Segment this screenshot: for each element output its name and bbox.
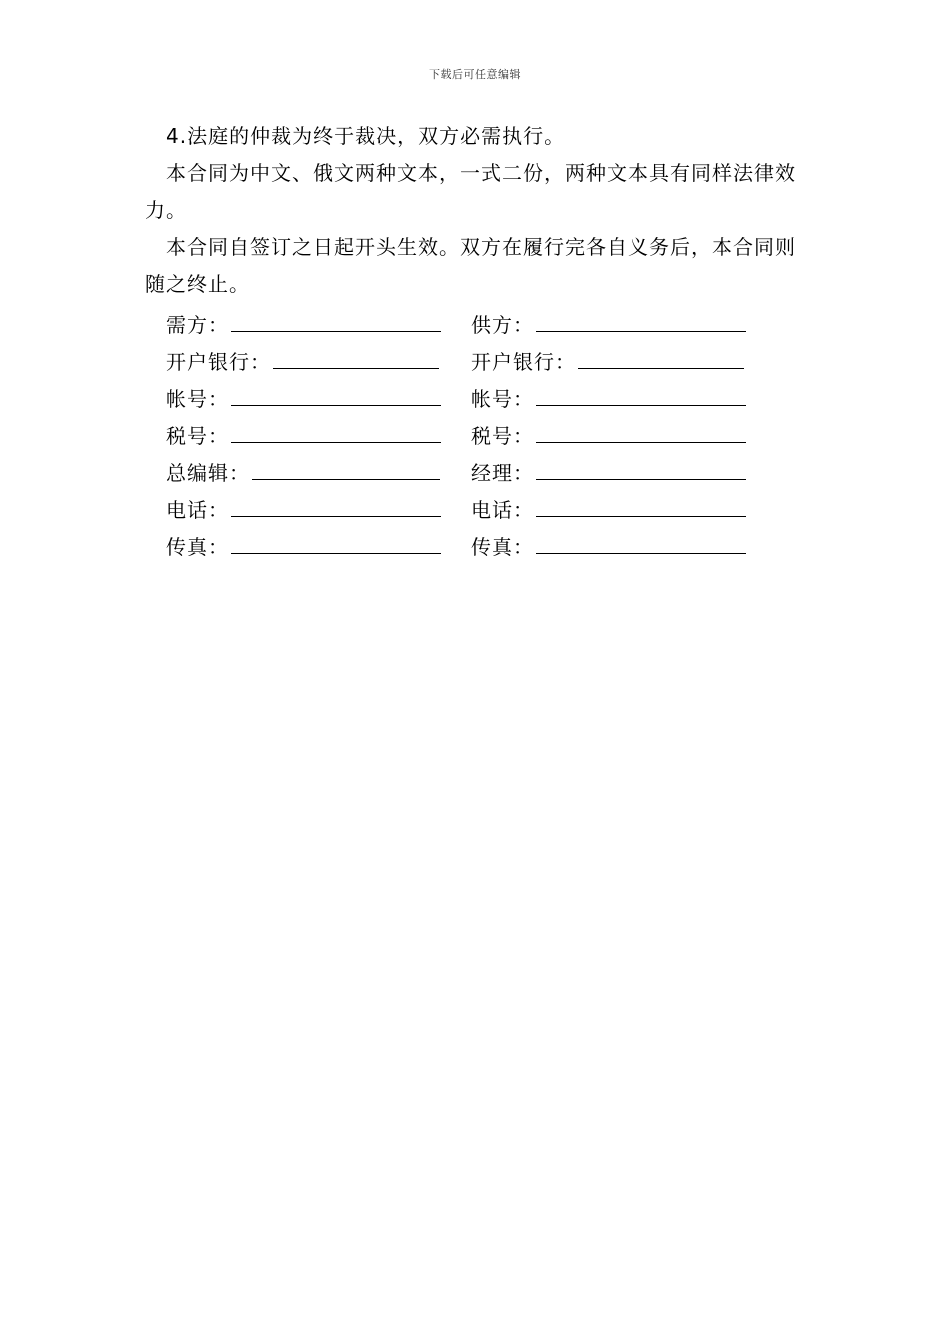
buyer-bank-blank[interactable] bbox=[273, 340, 439, 369]
buyer-party-field bbox=[166, 303, 441, 344]
supplier-phone-label: 电话： bbox=[471, 498, 534, 522]
supplier-fax-label: 传真： bbox=[471, 535, 534, 559]
signature-row-bank bbox=[145, 340, 810, 377]
signature-row-manager bbox=[145, 451, 810, 488]
supplier-bank-field bbox=[471, 340, 744, 381]
buyer-party-label: 需方： bbox=[166, 313, 229, 337]
supplier-tax-label: 税号： bbox=[471, 424, 534, 448]
buyer-phone-label: 电话： bbox=[166, 498, 229, 522]
buyer-tax-label: 税号： bbox=[166, 424, 229, 448]
signature-row-fax bbox=[145, 525, 810, 562]
supplier-phone-field bbox=[471, 488, 746, 529]
buyer-bank-label: 开户银行： bbox=[166, 350, 271, 374]
supplier-account-field bbox=[471, 377, 746, 418]
supplier-tax-blank[interactable] bbox=[536, 414, 746, 443]
buyer-account-label: 帐号： bbox=[166, 387, 229, 411]
supplier-bank-blank[interactable] bbox=[578, 340, 744, 369]
supplier-party-label: 供方： bbox=[471, 313, 534, 337]
signature-block bbox=[145, 303, 810, 562]
supplier-party-blank[interactable] bbox=[536, 303, 746, 332]
signature-row-tax bbox=[145, 414, 810, 451]
signature-row-account bbox=[145, 377, 810, 414]
buyer-fax-field bbox=[166, 525, 441, 566]
supplier-account-blank[interactable] bbox=[536, 377, 746, 406]
signature-row-party bbox=[145, 303, 810, 340]
buyer-fax-label: 传真： bbox=[166, 535, 229, 559]
supplier-account-label: 帐号： bbox=[471, 387, 534, 411]
buyer-party-blank[interactable] bbox=[231, 303, 441, 332]
contract-body bbox=[145, 118, 810, 562]
clause-effective: 本合同自签订之日起开头生效。双方在履行完各自义务后，本合同则随之终止。 bbox=[145, 235, 796, 296]
page-header: 下载后可任意编辑 bbox=[429, 68, 521, 81]
buyer-account-blank[interactable] bbox=[231, 377, 441, 406]
supplier-phone-blank[interactable] bbox=[536, 488, 746, 517]
buyer-phone-blank[interactable] bbox=[231, 488, 441, 517]
supplier-fax-field bbox=[471, 525, 746, 566]
clause-languages: 本合同为中文、俄文两种文本，一式二份，两种文本具有同样法律效力。 bbox=[145, 161, 796, 222]
buyer-fax-blank[interactable] bbox=[231, 525, 441, 554]
supplier-manager-field bbox=[471, 451, 746, 492]
supplier-bank-label: 开户银行： bbox=[471, 350, 576, 374]
buyer-bank-field bbox=[166, 340, 439, 381]
clause-arbitration: 4.法庭的仲裁为终于裁决，双方必需执行。 bbox=[166, 124, 566, 148]
supplier-party-field bbox=[471, 303, 746, 344]
supplier-manager-blank[interactable] bbox=[536, 451, 746, 480]
buyer-tax-blank[interactable] bbox=[231, 414, 441, 443]
buyer-account-field bbox=[166, 377, 441, 418]
buyer-phone-field bbox=[166, 488, 441, 529]
supplier-manager-label: 经理： bbox=[471, 461, 534, 485]
supplier-fax-blank[interactable] bbox=[536, 525, 746, 554]
supplier-tax-field bbox=[471, 414, 746, 455]
buyer-tax-field bbox=[166, 414, 441, 455]
buyer-editor-blank[interactable] bbox=[252, 451, 440, 480]
buyer-editor-label: 总编辑： bbox=[166, 461, 250, 485]
signature-row-phone bbox=[145, 488, 810, 525]
buyer-editor-field bbox=[166, 451, 440, 492]
